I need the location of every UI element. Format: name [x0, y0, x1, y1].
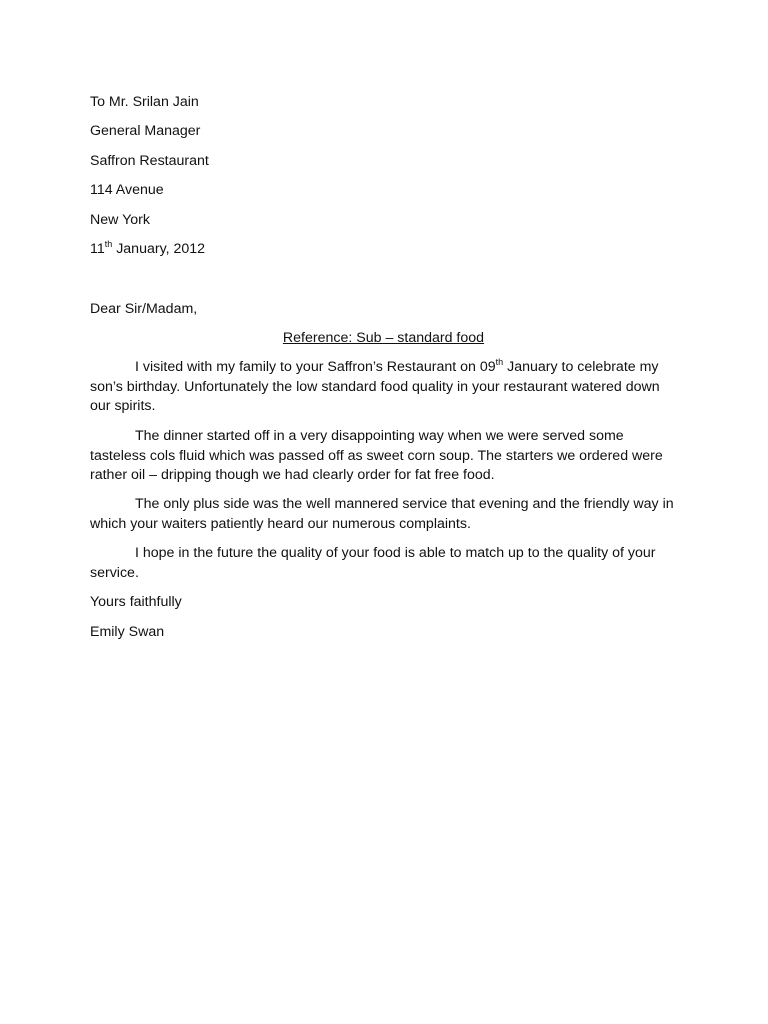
paragraph-4: [90, 544, 680, 583]
salutation: Dear Sir/Madam,: [90, 301, 198, 317]
paragraph-3-text: The only plus side was the well mannered service that evening and the friendly way in which your waiters patiently heard our numerous complaints.: [90, 496, 674, 532]
paragraph-1-sup: th: [495, 357, 504, 367]
paragraph-4-text: I hope in the future the quality of your food is able to match up to the quality of your service.: [90, 545, 656, 581]
letter-date: [90, 240, 205, 258]
paragraph-3: [90, 495, 680, 534]
date-day: 11: [90, 241, 105, 257]
recipient-city: New York: [90, 212, 150, 228]
paragraph-1-start: I visited with my family to your Saffron’s Restaurant on 09: [135, 359, 496, 375]
date-suffix: th: [104, 239, 113, 249]
paragraph-2: [90, 427, 680, 486]
recipient-street: 114 Avenue: [90, 182, 164, 198]
paragraph-1-end: January to celebrate my son’s birthday. Unfortunately the low standard food quality in your restaurant watered down our spirits.: [90, 359, 660, 414]
closing: Yours faithfully: [90, 594, 182, 610]
recipient-company: Saffron Restaurant: [90, 153, 209, 169]
date-rest: January, 2012: [112, 241, 206, 257]
recipient-name: To Mr. Srilan Jain: [90, 94, 199, 110]
reference-line: Reference: Sub – standard food: [282, 330, 485, 346]
recipient-title: General Manager: [90, 123, 201, 139]
signature-name: Emily Swan: [90, 624, 165, 640]
paragraph-1: [90, 358, 680, 417]
paragraph-2-text: The dinner started off in a very disappointing way when we were served some tasteless cols fluid which was passed off as sweet corn soup. The starters we ordered were rather oil – dripping though we had clearly order for fat free food.: [90, 428, 663, 483]
